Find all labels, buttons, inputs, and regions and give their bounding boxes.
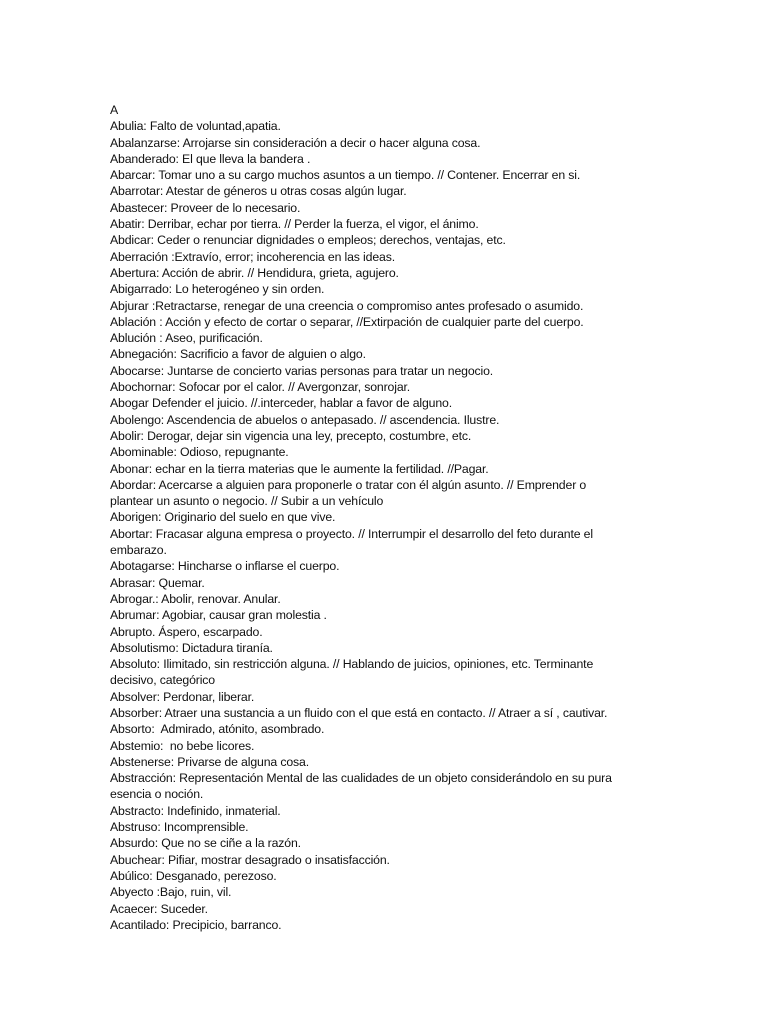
glossary-line: Abominable: Odioso, repugnante. — [110, 445, 289, 460]
glossary-line: Aberración :Extravío, error; incoherencia en las ideas. — [110, 249, 395, 264]
glossary-line: Absolver: Perdonar, liberar. — [110, 689, 255, 704]
glossary-line: plantear un asunto o negocio. // Subir a un vehículo — [110, 494, 384, 509]
glossary-line: Abjurar :Retractarse, renegar de una creencia o compromiso antes profesado o asumido. — [110, 298, 584, 313]
glossary-line: Abstracto: Indefinido, inmaterial. — [110, 803, 281, 818]
glossary-line: Abolengo: Ascendencia de abuelos o antepasado. // ascendencia. Ilustre. — [110, 412, 500, 427]
glossary-line: Abonar: echar en la tierra materias que le aumente la fertilidad. //Pagar. — [110, 461, 489, 476]
glossary-line: Abatir: Derribar, echar por tierra. // Perder la fuerza, el vigor, el ánimo. — [110, 217, 479, 232]
glossary-line: Abogar Defender el juicio. //.interceder, hablar a favor de alguno. — [110, 396, 452, 411]
glossary-line: Absurdo: Que no se ciñe a la razón. — [110, 836, 301, 851]
glossary-line: Abstenerse: Privarse de alguna cosa. — [110, 754, 309, 769]
glossary-line: Abotagarse: Hincharse o inflarse el cuerpo. — [110, 559, 340, 574]
glossary-line: Absolutismo: Dictadura tiranía. — [110, 640, 273, 655]
glossary-line: esencia o noción. — [110, 787, 204, 802]
glossary-line: Abstracción: Representación Mental de las cualidades de un objeto considerándolo en su pura — [110, 771, 612, 786]
section-letter-heading: A — [110, 103, 119, 117]
glossary-line: Abortar: Fracasar alguna empresa o proyecto. // Interrumpir el desarrollo del feto durante el — [110, 526, 593, 541]
glossary-line: Ablación : Acción y efecto de cortar o separar, //Extirpación de cualquier parte del cuerpo. — [110, 314, 584, 329]
glossary-line: Absorto: Admirado, atónito, asombrado. — [110, 722, 325, 737]
glossary-line: Abarcar: Tomar uno a su cargo muchos asuntos a un tiempo. // Contener. Encerrar en si. — [110, 168, 581, 183]
glossary-line: Absorber: Atraer una sustancia a un fluido con el que está en contacto. // Atraer a sí , cautivar. — [110, 705, 608, 720]
glossary-line: Abanderado: El que lleva la bandera . — [110, 151, 311, 166]
glossary-line: Abnegación: Sacrificio a favor de alguien o algo. — [110, 347, 366, 362]
glossary-line: Abrasar: Quemar. — [110, 575, 205, 590]
glossary-line: Abyecto :Bajo, ruin, vil. — [110, 885, 232, 900]
glossary-line: embarazo. — [110, 543, 167, 558]
glossary-line: Abocarse: Juntarse de concierto varias personas para tratar un negocio. — [110, 363, 494, 378]
glossary-line: Abalanzarse: Arrojarse sin consideración a decir o hacer alguna cosa. — [110, 135, 481, 150]
glossary-line: Abúlico: Desganado, perezoso. — [110, 868, 277, 883]
glossary-line: Abochornar: Sofocar por el calor. // Avergonzar, sonrojar. — [110, 380, 411, 395]
glossary-line: Abulia: Falto de voluntad,apatia. — [110, 119, 281, 134]
glossary-line: Abolir: Derogar, dejar sin vigencia una ley, precepto, costumbre, etc. — [110, 428, 472, 443]
glossary-line: Abertura: Acción de abrir. // Hendidura, grieta, agujero. — [110, 265, 399, 280]
glossary-line: Abstemio: no bebe licores. — [110, 738, 255, 753]
glossary-line: Abigarrado: Lo heterogéneo y sin orden. — [110, 282, 325, 297]
glossary-line: decisivo, categórico — [110, 673, 215, 688]
glossary-line: Acantilado: Precipicio, barranco. — [110, 917, 282, 932]
glossary-line: Abrupto. Áspero, escarpado. — [110, 624, 263, 639]
glossary-line: Abstruso: Incomprensible. — [110, 820, 249, 835]
glossary-line: Abastecer: Proveer de lo necesario. — [110, 200, 301, 215]
glossary-line: Abordar: Acercarse a alguien para proponerle o tratar con él algún asunto. // Emprender o — [110, 477, 587, 492]
glossary-line: Acaecer: Suceder. — [110, 901, 208, 916]
glossary-line: Aborigen: Originario del suelo en que vive. — [110, 510, 336, 525]
glossary-line: Abrumar: Agobiar, causar gran molestia . — [110, 608, 327, 623]
glossary-text — [110, 102, 670, 933]
glossary-line: Abdicar: Ceder o renunciar dignidades o empleos; derechos, ventajas, etc. — [110, 233, 506, 248]
glossary-line: Abrogar.: Abolir, renovar. Anular. — [110, 591, 281, 606]
glossary-line: Ablución : Aseo, purificación. — [110, 331, 263, 346]
glossary-line: Absoluto: Ilimitado, sin restricción alguna. // Hablando de juicios, opiniones, etc. Terminante — [110, 657, 594, 672]
glossary-line: Abuchear: Pifiar, mostrar desagrado o insatisfacción. — [110, 852, 390, 867]
glossary-line: Abarrotar: Atestar de géneros u otras cosas algún lugar. — [110, 184, 407, 199]
